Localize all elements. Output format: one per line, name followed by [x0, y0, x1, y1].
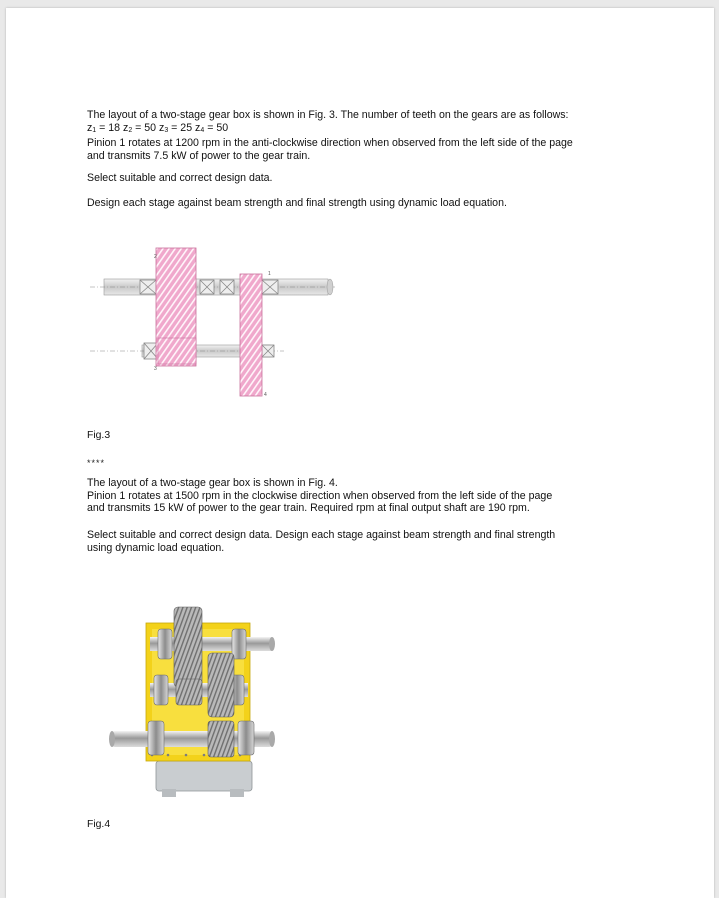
housing-base — [156, 761, 252, 791]
problem1-select: Select suitable and correct design data. — [87, 172, 273, 184]
helical-pinion-middle — [176, 679, 202, 705]
separator: **** — [87, 458, 106, 468]
document-page — [6, 8, 714, 898]
teeth-values: z1 = 18 z2 = 50 z3 = 25 z4 = 50 — [87, 121, 229, 134]
problem2-line5: using dynamic load equation. — [87, 541, 225, 554]
problem2-line3: and transmits 15 kW of power to the gear train. Required rpm at final output shaft are 190 rpm. — [87, 502, 530, 514]
problem1-line3: Pinion 1 rotates at 1200 rpm in the anti-clockwise direction when observed from the left side of the page — [87, 137, 573, 149]
gear-4 — [240, 274, 262, 396]
fig4-gearbox-photo — [98, 593, 278, 803]
problem1-design: Design each stage against beam strength and final strength using dynamic load equation. — [87, 197, 507, 209]
helical-gear-middle — [208, 653, 234, 717]
problem1-line1: The layout of a two-stage gear box is shown in Fig. 3. The number of teeth on the gears are as follows: — [87, 109, 569, 121]
gear-label-2: 2 — [154, 254, 157, 260]
helical-pinion-bottom — [208, 721, 234, 757]
gear-label-3: 3 — [154, 366, 157, 372]
problem1-line4: and transmits 7.5 kW of power to the gear train. — [87, 149, 311, 162]
fig3-caption: Fig.3 — [87, 430, 111, 441]
problem2-line2: Pinion 1 rotates at 1500 rpm in the clockwise direction when observed from the left side of the page — [87, 489, 553, 502]
problem1-statement — [87, 109, 647, 162]
gear-label-1: 1 — [268, 271, 271, 277]
problem2-line4: Select suitable and correct design data. Design each stage against beam strength and final strength — [87, 529, 556, 541]
fig3-gearbox-diagram — [84, 238, 344, 398]
fig4-caption: Fig.4 — [87, 819, 111, 830]
gear-3-pinion — [158, 338, 196, 364]
helical-gear-large-top — [174, 607, 202, 687]
problem2-statement — [87, 477, 647, 515]
problem2-design — [87, 529, 647, 554]
gear-label-4: 4 — [264, 392, 267, 398]
problem2-line1: The layout of a two-stage gear box is shown in Fig. 4. — [87, 477, 338, 489]
